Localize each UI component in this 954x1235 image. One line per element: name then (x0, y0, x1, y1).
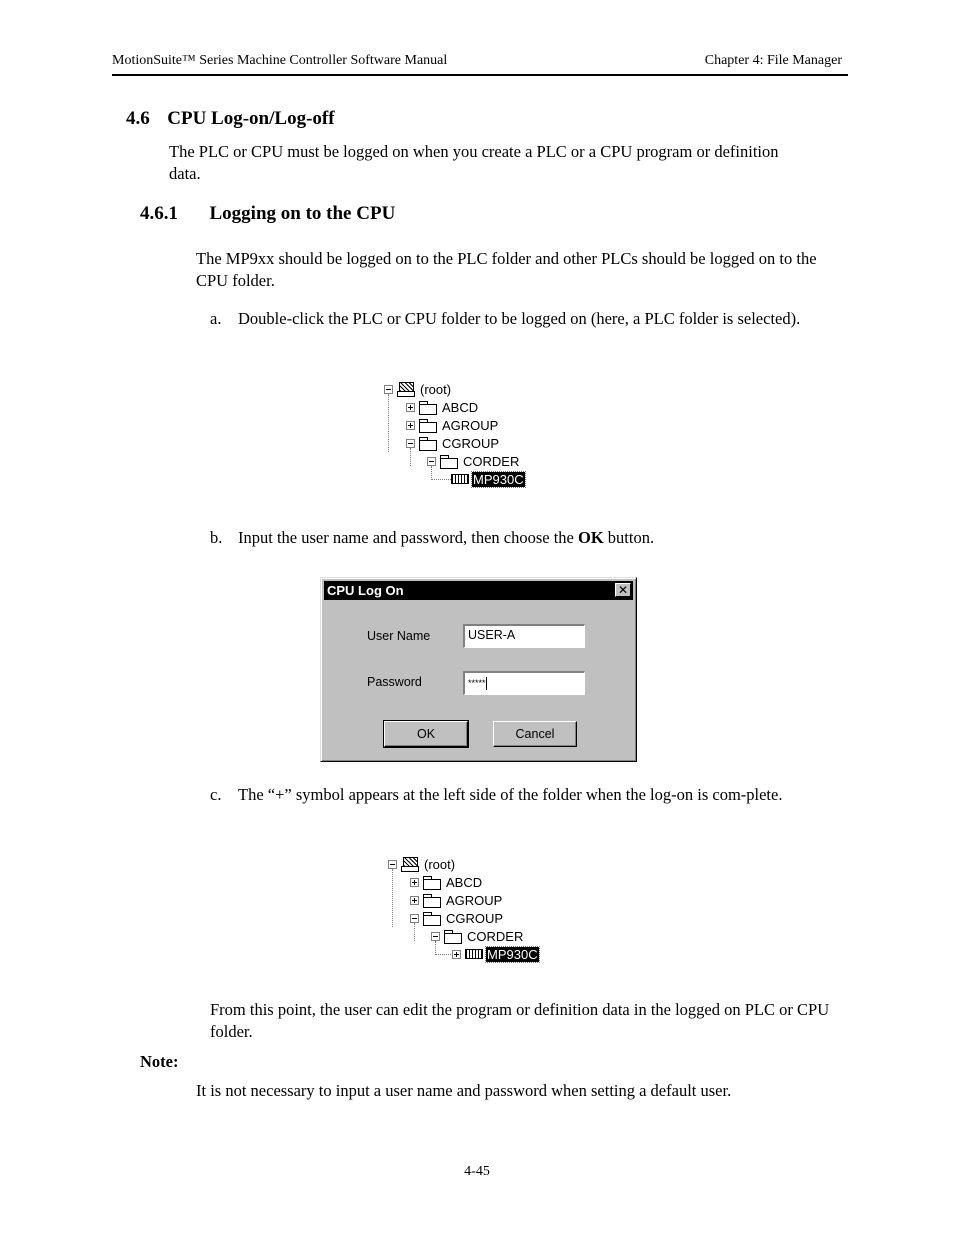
password-field[interactable] (463, 671, 585, 695)
tree-row-abcd[interactable] (406, 398, 478, 416)
step-b-text: Input the user name and password, then choose the OK button. (238, 528, 655, 547)
collapse-icon[interactable] (431, 932, 440, 941)
tree-label: ABCD (442, 399, 479, 415)
folder-icon (440, 455, 458, 468)
step-b-marker: b. (210, 528, 223, 547)
note-label: Note: (140, 1052, 179, 1071)
tree-label: CORDER (463, 453, 520, 469)
subsection-title: Logging on to the CPU (209, 203, 396, 224)
header-rule (112, 74, 848, 76)
tree-row-cgroup[interactable] (406, 434, 499, 452)
tree-label: CGROUP (446, 910, 504, 926)
subsection-intro: The MP9xx should be logged on to the PLC folder and other PLCs should be logged on to the CPU folder. (196, 249, 817, 290)
tree-row-agroup[interactable] (406, 416, 498, 434)
collapse-icon[interactable] (388, 860, 397, 869)
tree-row-corder[interactable] (427, 452, 519, 470)
note-text: It is not necessary to input a user name and password when setting a default user. (196, 1081, 732, 1100)
section-title: CPU Log-on/Log-off (167, 108, 335, 129)
tree-label: AGROUP (442, 417, 499, 433)
computer-icon (401, 857, 419, 871)
folder-icon (423, 876, 441, 889)
collapse-icon[interactable] (406, 439, 415, 448)
cpu-log-on-dialog (320, 577, 637, 762)
collapse-icon[interactable] (384, 385, 393, 394)
page-number: 4-45 (464, 1164, 490, 1179)
tree-row-mp930c[interactable] (451, 470, 525, 488)
step-a-marker: a. (210, 309, 222, 328)
folder-icon (419, 437, 437, 450)
tree-label-root: (root) (420, 381, 452, 397)
folder-icon (419, 419, 437, 432)
subsection-heading (140, 203, 395, 225)
folder-icon (423, 912, 441, 925)
password-label: Password (367, 675, 422, 689)
tree-row-corder[interactable] (431, 927, 523, 945)
tree-label: AGROUP (446, 892, 503, 908)
running-header-title: MotionSuite™ Series Machine Controller Software Manual (112, 53, 448, 68)
expand-icon[interactable] (410, 896, 419, 905)
section-number: 4.6 (126, 108, 150, 129)
step-a-text: Double-click the PLC or CPU folder to be logged on (here, a PLC folder is selected). (238, 309, 801, 328)
tree-label: ABCD (446, 874, 483, 890)
tree-label: CGROUP (442, 435, 500, 451)
ok-emphasis: OK (578, 528, 604, 547)
subsection-number: 4.6.1 (140, 203, 178, 224)
expand-icon[interactable] (406, 421, 415, 430)
text-caret (486, 677, 487, 690)
tree-row-agroup[interactable] (410, 891, 502, 909)
tree-label: CORDER (467, 928, 524, 944)
after-login-text: From this point, the user can edit the program or definition data in the logged on PLC or CPU folder. (210, 1000, 830, 1041)
section-intro: The PLC or CPU must be logged on when you create a PLC or a CPU program or definition data. (169, 142, 779, 183)
expand-icon[interactable] (406, 403, 415, 412)
tree-label-selected: MP930C (473, 471, 524, 487)
tree-row-abcd[interactable] (410, 873, 482, 891)
running-header-chapter: Chapter 4: File Manager (704, 53, 842, 68)
password-value: ***** (468, 677, 486, 688)
step-c-marker: c. (210, 785, 222, 804)
user-name-field[interactable]: USER-A (463, 624, 585, 648)
tree-row-root[interactable] (384, 380, 451, 398)
tree-row-root[interactable] (388, 855, 455, 873)
user-name-label: User Name (367, 629, 431, 643)
ok-button[interactable]: OK (384, 721, 468, 747)
section-heading (126, 108, 335, 130)
folder-icon (419, 401, 437, 414)
step-c-text: The “+” symbol appears at the left side of the folder when the log-on is com-plete. (238, 785, 783, 804)
close-icon[interactable]: ✕ (615, 583, 631, 597)
tree-row-cgroup[interactable] (410, 909, 503, 927)
cancel-button[interactable]: Cancel (493, 721, 577, 747)
tree-label-selected: MP930C (487, 946, 538, 962)
collapse-icon[interactable] (410, 914, 419, 923)
tree-row-mp930c[interactable] (452, 945, 539, 963)
folder-icon (423, 894, 441, 907)
tree-label-root: (root) (424, 856, 456, 872)
folder-tree-before (384, 380, 554, 490)
computer-icon (397, 382, 415, 396)
collapse-icon[interactable] (427, 457, 436, 466)
folder-icon (444, 930, 462, 943)
plc-icon (451, 474, 469, 484)
dialog-title: CPU Log On (327, 583, 404, 598)
plc-icon (465, 949, 483, 959)
expand-icon[interactable] (452, 950, 461, 959)
expand-icon[interactable] (410, 878, 419, 887)
dialog-titlebar (324, 581, 633, 600)
folder-tree-after (388, 855, 558, 965)
